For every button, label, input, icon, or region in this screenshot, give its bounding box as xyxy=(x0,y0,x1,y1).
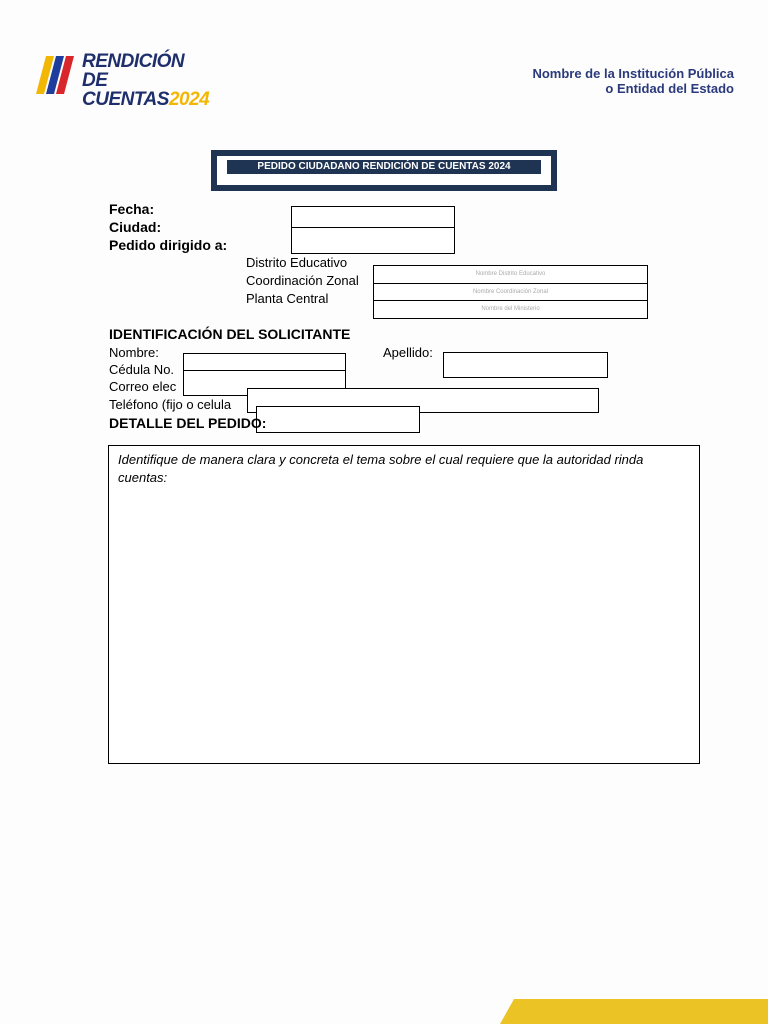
coordinacion-label: Coordinación Zonal xyxy=(246,273,359,288)
planta-field[interactable]: Nombre del Ministerio xyxy=(373,300,648,319)
correo-label: Correo elec xyxy=(109,379,177,394)
logo-wordmark xyxy=(82,52,209,109)
nombre-label: Nombre: xyxy=(109,345,159,360)
solicitante-heading: IDENTIFICACIÓN DEL SOLICITANTE xyxy=(109,326,351,342)
flag-stripes-icon xyxy=(36,56,84,94)
distrito-label: Distrito Educativo xyxy=(246,255,348,270)
telefono-label: Teléfono (fijo o celula xyxy=(109,397,232,412)
detalle-instruction: Identifique de manera clara y concreta el tema sobre el cual requiere que la autoridad rinda cuentas: xyxy=(118,452,644,485)
planta-label: Planta Central xyxy=(246,291,329,306)
ciudad-field[interactable] xyxy=(291,227,455,254)
form-title: PEDIDO CIUDADANO RENDICIÓN DE CUENTAS 2024 xyxy=(227,160,541,174)
detalle-heading: DETALLE DEL PEDIDO: xyxy=(109,415,267,431)
institution-line-2: o Entidad del Estado xyxy=(605,81,734,96)
coordinacion-field[interactable]: Nombre Coordinación Zonal xyxy=(373,283,648,301)
telefono-field[interactable] xyxy=(256,406,420,433)
fecha-label: Fecha: xyxy=(109,201,155,217)
apellido-field[interactable] xyxy=(443,352,608,378)
pedido-dirigido-label: Pedido dirigido a: xyxy=(109,237,228,253)
ciudad-label: Ciudad: xyxy=(109,219,162,235)
nombre-field[interactable] xyxy=(183,353,346,371)
form-title-box xyxy=(211,150,557,191)
cedula-label: Cédula No. xyxy=(109,362,175,377)
fecha-field[interactable] xyxy=(291,206,455,228)
apellido-label: Apellido: xyxy=(383,345,433,360)
detalle-textarea[interactable] xyxy=(108,445,700,764)
institution-name xyxy=(532,66,734,96)
logo-year: 2024 xyxy=(168,89,210,110)
logo-line-2: CUENTAS xyxy=(82,89,169,110)
rendicion-logo xyxy=(36,51,210,110)
distrito-field[interactable]: Nombre Distrito Educativo xyxy=(373,265,648,284)
logo-line-1: RENDICIÓN DE xyxy=(82,51,185,91)
footer-stripe xyxy=(500,999,768,1024)
institution-line-1: Nombre de la Institución Pública xyxy=(532,66,734,81)
